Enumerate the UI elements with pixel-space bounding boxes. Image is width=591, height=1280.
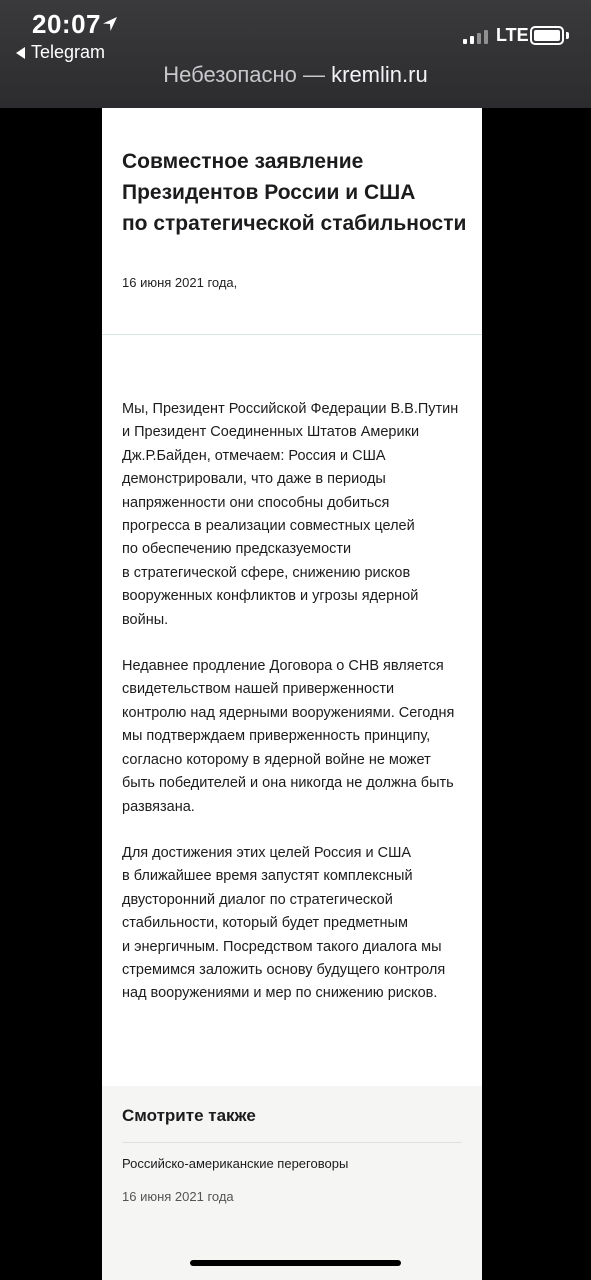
text-line: быть победителей и она никогда не должна быть [122, 775, 454, 792]
security-label: Небезопасно [163, 62, 297, 87]
text-line: контролю над ядерными вооружениями. Сегодня [122, 704, 455, 721]
paragraph [122, 655, 472, 819]
text-line: стремимся заложить основу будущего контроля [122, 961, 446, 978]
location-arrow-icon [100, 14, 120, 34]
text-line: демонстрировали, что даже в периоды [122, 471, 386, 488]
text-line: развязана. [122, 798, 195, 815]
divider [102, 334, 482, 335]
network-type: LTE [496, 25, 529, 45]
text-line: стабильности, который будет предметным [122, 915, 408, 932]
title-line: Совместное заявление [122, 150, 364, 173]
text-line: прогресса в реализации совместных целей [122, 518, 415, 535]
text-line: вооруженных конфликтов и угрозы ядерной [122, 588, 419, 605]
text-line: Недавнее продление Договора о СНВ является [122, 658, 444, 675]
url-separator: — [296, 62, 332, 87]
text-line: Мы, Президент Российской Федерации В.В.Путин [122, 401, 459, 417]
battery-icon [530, 26, 564, 45]
paragraph [122, 398, 472, 632]
see-also-date: 16 июня 2021 года [122, 1189, 234, 1204]
home-indicator[interactable] [190, 1260, 401, 1266]
text-line: и энергичным. Посредством такого диалога мы [122, 938, 442, 955]
back-app-label: Telegram [31, 42, 106, 62]
text-line: войны. [122, 611, 169, 628]
article-date: 16 июня 2021 года, [122, 275, 238, 290]
text-line: напряженности они способны добиться [122, 494, 390, 511]
page-title [122, 146, 467, 239]
text-line: Для достижения этих целей Россия и США [122, 844, 412, 861]
title-line: по стратегической стабильности [122, 212, 467, 235]
cellular-signal-icon [463, 30, 488, 44]
text-line: Дж.Р.Байден, отмечаем: Россия и США [122, 447, 386, 464]
paragraph [122, 842, 472, 1006]
see-also-heading: Смотрите также [122, 1106, 256, 1125]
see-also-section [102, 1086, 482, 1280]
text-line: в ближайшее время запустят комплексный [122, 868, 413, 885]
title-line: Президентов России и США [122, 181, 416, 204]
text-line: в стратегической сфере, снижению рисков [122, 564, 411, 581]
text-line: мы подтверждаем приверженность принципу, [122, 728, 431, 745]
back-to-telegram-button[interactable] [16, 42, 105, 63]
article-body [122, 398, 472, 1029]
back-triangle-icon [16, 47, 25, 59]
see-also-link[interactable]: Российско-американские переговоры [122, 1156, 349, 1171]
text-line: над вооружениями и мер по снижению рисков. [122, 985, 438, 1002]
top-bar [0, 0, 591, 108]
text-line: согласно которому в ядерной войне не может [122, 751, 431, 768]
article-page [102, 108, 482, 1280]
url-domain: kremlin.ru [331, 62, 428, 87]
text-line: и Президент Соединенных Штатов Америки [122, 424, 420, 441]
address-bar[interactable] [0, 62, 591, 88]
text-line: свидетельством нашей приверженности [122, 681, 395, 698]
status-time: 20:07 [32, 9, 101, 39]
text-line: двусторонний диалог по стратегической [122, 891, 393, 908]
battery-tip [566, 32, 569, 39]
divider [122, 1142, 462, 1143]
text-line: по обеспечению предсказуемости [122, 541, 352, 558]
